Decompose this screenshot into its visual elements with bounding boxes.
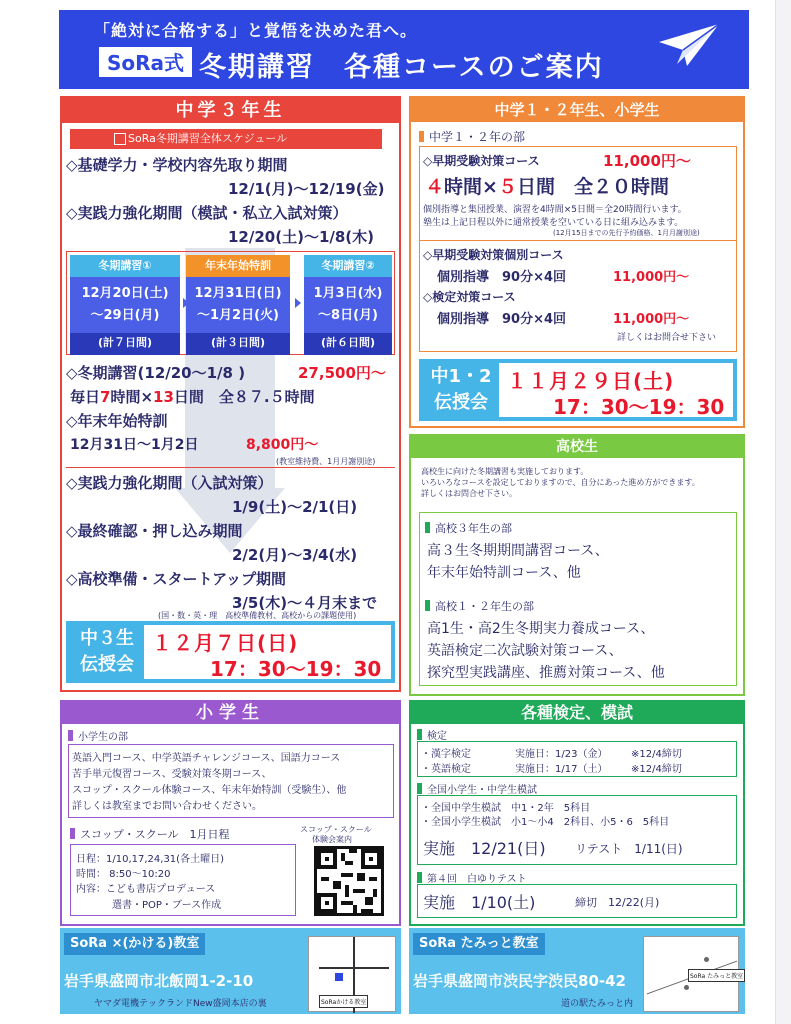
school-name: SoRa ×(かける)教室 (64, 933, 205, 955)
phase2-column (186, 255, 290, 355)
scoop-line-1: 日程：1/10,17,24,31(各土曜日) (76, 854, 224, 865)
qr-label-2: 体験会案内 (312, 835, 352, 844)
final-period-dates: 2/2(月)～3/4(水) (232, 546, 358, 564)
high-title: 高校生 (411, 436, 743, 458)
junior3-panel (60, 96, 401, 692)
elementary-line-2: 苦手単元復習コース、受験対策冬期コース、 (72, 769, 272, 780)
flyer (59, 10, 749, 1017)
moshi-retest: リテスト 1/11(日) (575, 842, 683, 856)
early-course-price: 11,000円～ (603, 152, 691, 170)
junior12-sub: 中学１・２年の部 (419, 128, 525, 145)
early-note-3: (12月15日までの先行予約価格、1月月謝別途) (553, 229, 700, 237)
session-tag: 中1・2 伝授会 (423, 363, 499, 417)
school-panel-tamitto (409, 928, 745, 1014)
indiv-course-price: 11,000円～ (613, 270, 690, 285)
divider (419, 240, 737, 241)
session-tag: 中３生 伝授会 (70, 625, 144, 679)
high3-line-1: 高３生冬期期間講習コース、 (427, 543, 609, 559)
junior3-title: 中学３年生 (62, 98, 399, 123)
winter-course-label: ◇冬期講習(12/20～1/8 ) (66, 364, 246, 382)
phase3-date-start: 1月3日(水) (313, 286, 383, 301)
junior12-session-time: 17：30～19：30 (553, 395, 725, 419)
high-school-panel (409, 434, 745, 696)
newyear-note: (教室維持費、1月月謝別途) (276, 457, 376, 466)
calendar-icon (114, 133, 126, 145)
high3-line-2: 年末年始特訓コース、他 (427, 565, 581, 581)
elementary-line-3: スコップ・スクール体験コース、年末年始特訓（受験生）、他 (72, 785, 347, 796)
school-map[interactable] (308, 936, 396, 1012)
indiv-course-detail: 個別指導 90分×4回 (437, 270, 567, 285)
moshi-sub: 全国小学生・中学生模試 (417, 781, 537, 796)
exams-panel (409, 700, 745, 926)
qr-label-1: スコップ・スクール (300, 825, 372, 834)
school-note: ヤマダ電機テックランドNew盛岡本店の裏 (94, 999, 267, 1009)
phase2-title: 年末年始特訓 (186, 255, 290, 277)
phase3-date-end: ～8日(月) (318, 308, 378, 323)
kanji-deadline: ※12/4締切 (631, 749, 682, 760)
kentei-sub: 検定 (417, 727, 447, 742)
junior12-title: 中学１・２年生、小学生 (411, 98, 743, 122)
basic-period-label: ◇基礎学力・学校内容先取り期間 (66, 156, 288, 174)
junior12-panel (409, 96, 745, 428)
phase1-title: 冬期講習① (70, 255, 180, 277)
page-title: 冬期講習 各種コースのご案内 (199, 52, 604, 83)
moshi-date: 実施 12/21(日) (423, 839, 546, 858)
newyear-price: 8,800円～ (246, 437, 319, 453)
junior12-session-date: １１月２９日(土) (507, 369, 675, 393)
junior3-session-date: １２月７日(日) (152, 631, 299, 655)
kanji-date: 実施日：1/23（金） (515, 749, 608, 760)
schedule-label: SoRa冬期講習全体スケジュール (128, 132, 288, 145)
indiv-course-label: ◇早期受験対策個別コース (423, 248, 564, 262)
divider (66, 467, 395, 468)
phase1-count: (計７日間) (70, 333, 180, 355)
prep-period-dates: 3/5(木)～４月末まで (232, 594, 378, 612)
junior3-session-time: 17：30～19：30 (210, 657, 382, 681)
shiroyuri-date: 実施 1/10(土) (423, 893, 536, 912)
high12-sub: 高校１・２年生の部 (425, 598, 534, 614)
prep-period-label: ◇高校準備・スタートアップ期間 (66, 570, 287, 588)
eiken-date: 実施日：1/17（土） (515, 764, 608, 775)
paper-plane-icon (657, 20, 721, 72)
school-address: 岩手県盛岡市北飯岡1-2-10 (64, 972, 254, 990)
sora-logo: SoRa式 (99, 47, 192, 77)
flyer-header (59, 10, 749, 89)
school-note: 道の駅たみっと内 (561, 999, 634, 1009)
elementary-panel (60, 700, 401, 926)
phase1-date-start: 12月20日(土) (81, 286, 169, 301)
moshi-line-1: ・全国中学生模試 中1・2年 5科目 (421, 803, 591, 814)
early-note-2: 塾生は上記日程以外に通常授業を空いている日に組み込みます。 (423, 218, 684, 228)
kentei-course-price: 11,000円～ (613, 312, 690, 327)
elementary-title: 小学生 (62, 702, 399, 724)
eiken-deadline: ※12/4締切 (631, 764, 682, 775)
early-note-1: 個別指導と集団授業、演習を4時間×5日間＝全20時間行います。 (423, 205, 687, 215)
early-course-label: ◇早期受験対策コース (423, 154, 540, 168)
winter-course-hours: 毎日7時間×13日間 全８７.５時間 (70, 388, 315, 406)
map-label: SoRaかける教室 (319, 995, 368, 1008)
phase3-column (304, 255, 392, 355)
newyear-dates: 12月31日～1月2日 (70, 437, 199, 453)
early-course-hours: ４時間×５日間 全２０時間 (425, 176, 669, 198)
scoop-label: スコップ・スクール 1月日程 (70, 826, 230, 842)
high12-line-1: 高1生・高2生冬期実力養成コース、 (427, 621, 655, 637)
header-tagline: 「絶対に合格する」と覚悟を決めた君へ。 (94, 21, 418, 40)
school-name: SoRa たみっと教室 (413, 933, 545, 955)
elementary-sub: 小学生の部 (68, 728, 128, 743)
scoop-line-3: 内容：こども書店プロデュース (76, 884, 216, 895)
final-period-label: ◇最終確認・押し込み期間 (66, 522, 243, 540)
high12-line-2: 英語検定二次試験対策コース、 (427, 643, 623, 659)
kanji-label: ・漢字検定 (421, 749, 471, 760)
high-intro-1: 高校生に向けた冬期講習も実施しております。 (421, 467, 589, 476)
high-intro-2: いろいろなコースを設定しておりますので、自分にあった進め方ができます。 (421, 478, 700, 487)
junior3-session-box (66, 621, 395, 683)
phase2-date-end: ～1月2日(火) (197, 308, 279, 323)
phase2-count: (計３日間) (186, 333, 290, 355)
shiroyuri-deadline: 締切 12/22(月) (575, 896, 660, 909)
school-panel-kakeru (60, 928, 401, 1014)
phase1-column (70, 255, 180, 355)
practice-period-dates: 12/20(土)～1/8(木) (228, 228, 375, 246)
practice-period-label: ◇実践力強化期間（模試・私立入試対策） (66, 204, 348, 222)
schedule-banner (70, 129, 382, 149)
map-label: SoRa たみっと教室 (688, 969, 745, 982)
high12-line-3: 探究型実践講座、推薦対策コース、他 (427, 665, 665, 681)
scoop-line-2: 時間： 8:50～10:20 (76, 869, 171, 880)
phase2-date-start: 12月31日(日) (194, 286, 282, 301)
elementary-line-4: 詳しくは教室までお問い合わせください。 (72, 801, 262, 812)
moshi-line-2: ・全国小学生模試 小1～小4 2科目、小5・6 5科目 (421, 817, 670, 828)
shiroyuri-sub: 第４回 白ゆりテスト (417, 870, 527, 885)
exam-period-dates: 1/9(土)～2/1(日) (232, 498, 358, 516)
prep-period-note: (国・数・英・理 高校準備教材、高校からの課題使用) (158, 611, 357, 620)
scoop-line-4: 選書・POP・ブース作成 (112, 900, 222, 911)
phase3-title: 冬期講習② (304, 255, 392, 277)
exams-title: 各種検定、模試 (411, 702, 743, 724)
elementary-line-1: 英語入門コース、中学英語チャレンジコース、国語力コース (72, 753, 341, 764)
high-intro-3: 詳しくはお問合せ下さい。 (421, 489, 517, 498)
winter-course-price: 27,500円～ (298, 364, 386, 382)
phase3-count: (計６日間) (304, 333, 392, 355)
newyear-label: ◇年末年始特訓 (66, 412, 168, 430)
high3-sub: 高校３年生の部 (425, 520, 512, 536)
phase-arrow-icon (295, 298, 301, 308)
qr-code[interactable] (314, 846, 384, 916)
junior12-session-box (419, 359, 737, 421)
kentei-course-detail: 個別指導 90分×4回 (437, 312, 567, 327)
school-map[interactable] (643, 936, 744, 1012)
scrollbar-track[interactable] (775, 0, 791, 1024)
exam-period-label: ◇実践力強化期間（入試対策） (66, 474, 273, 492)
junior12-inquire: 詳しくはお問合せ下さい (617, 333, 717, 343)
basic-period-dates: 12/1(月)～12/19(金) (228, 180, 385, 198)
eiken-label: ・英語検定 (421, 764, 471, 775)
kentei-course-label: ◇検定対策コース (423, 290, 516, 304)
school-address: 岩手県盛岡市渋民字渋民80-42 (413, 972, 626, 990)
phase1-date-end: ～29日(月) (90, 308, 160, 323)
